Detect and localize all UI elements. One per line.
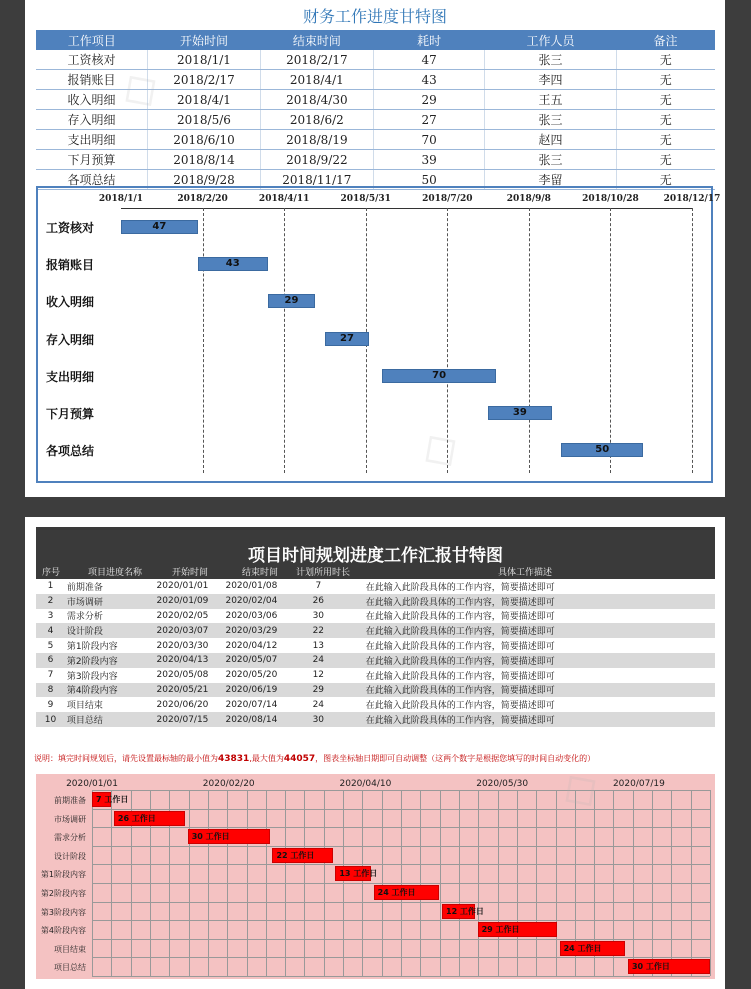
- table-row: [36, 594, 715, 609]
- table-cell: 1: [47, 581, 54, 592]
- gantt-bar: 24 工作日: [560, 941, 626, 956]
- table-row: [36, 668, 715, 683]
- table-cell: 30: [312, 610, 325, 621]
- table-cell: 2020/03/06: [225, 610, 278, 621]
- gantt-bar: 43: [198, 257, 268, 271]
- table-row: [36, 623, 715, 638]
- table-cell: 30: [287, 712, 350, 727]
- gantt-bar: 22 工作日: [272, 848, 332, 863]
- table-cell: 2020/01/08: [225, 581, 278, 592]
- note-prefix: 说明：填完时间规划后，请先设置最标轴的最小值为: [34, 754, 218, 763]
- column-header: 序号: [42, 568, 61, 578]
- table-cell: 13: [312, 640, 325, 651]
- table-row: [36, 90, 715, 110]
- table-cell: 2018/2/17: [260, 50, 373, 70]
- table-cell: 2018/6/10: [148, 130, 261, 150]
- table-row: [36, 712, 715, 727]
- table-cell: 无: [616, 50, 715, 70]
- table-row: [36, 150, 715, 170]
- note-min-value: 43831: [218, 754, 250, 764]
- column-header: 具体工作描述: [498, 568, 553, 578]
- table-cell: 李四: [485, 70, 616, 90]
- table-cell: 在此输入此阶段具体的工作内容，简要描述即可: [365, 582, 555, 593]
- x-tick-label: 2018/10/28: [582, 194, 639, 204]
- sheet1-table: [36, 30, 715, 190]
- y-category-label: 第4阶段内容: [40, 926, 86, 936]
- y-category-label: 前期准备: [54, 796, 86, 805]
- table-cell: 7: [315, 581, 322, 592]
- gantt-bar: 29 工作日: [478, 922, 557, 937]
- gridline: [92, 883, 710, 884]
- table-cell: 29: [373, 90, 485, 110]
- table-cell: 在此输入此阶段具体的工作内容，简要描述即可: [350, 623, 715, 638]
- x-tick-label: 2018/2/20: [177, 194, 228, 204]
- x-tick-label: 2018/4/11: [258, 194, 310, 204]
- y-category-label: 各项总结: [46, 444, 95, 459]
- gantt-bar: 27: [325, 332, 369, 346]
- table-row: [36, 609, 715, 624]
- sheet2-column-headers: [36, 564, 715, 578]
- table-cell: 2020/01/01: [156, 581, 209, 592]
- table-cell: 下月预算: [36, 150, 148, 170]
- gantt-bar: 29: [268, 294, 315, 308]
- gridline: [610, 208, 611, 473]
- gridline: [92, 864, 710, 865]
- table-cell: 2020/07/14: [225, 699, 278, 710]
- table-cell: 2020/05/07: [225, 653, 286, 668]
- x-tick-label: 2020/01/01: [66, 779, 118, 789]
- y-category-label: 市场调研: [54, 814, 86, 824]
- gridline: [529, 208, 530, 473]
- table-cell: 7: [47, 670, 54, 681]
- y-category-label: 存入明细: [46, 332, 95, 347]
- x-tick-label: 2018/7/20: [422, 194, 473, 204]
- table-cell: 2018/4/1: [260, 70, 373, 90]
- table-cell: 2018/9/22: [260, 150, 373, 170]
- table-cell: 2020/08/14: [225, 712, 286, 727]
- table-row: [36, 579, 715, 594]
- table-cell: 工资核对: [36, 50, 148, 70]
- x-tick-label: 2020/05/30: [476, 779, 529, 789]
- gantt-bar: 30 工作日: [628, 959, 710, 974]
- column-header: 结束时间: [260, 30, 373, 50]
- gridline: [92, 920, 710, 921]
- project-gantt-sheet: [25, 517, 725, 989]
- table-cell: 前期准备: [66, 582, 103, 593]
- gantt-bar: 24 工作日: [374, 885, 440, 900]
- table-cell: 项目总结: [65, 712, 157, 727]
- table-cell: 3: [47, 610, 54, 621]
- gridline: [92, 790, 710, 791]
- gantt-bar: 39: [488, 406, 552, 420]
- y-category-label: 项目总结: [54, 963, 86, 973]
- y-category-label: 工资核对: [46, 221, 95, 235]
- table-cell: 在此输入此阶段具体的工作内容，简要描述即可: [350, 653, 715, 668]
- column-header: 备注: [616, 30, 715, 50]
- table-cell: 2020/02/04: [225, 594, 286, 609]
- finance-gantt-sheet: [25, 0, 725, 497]
- table-cell: 在此输入此阶段具体的工作内容，简要描述即可: [365, 671, 555, 682]
- sheet2-title: 项目时间规划进度工作汇报甘特图: [36, 527, 715, 579]
- table-cell: 6: [36, 653, 65, 668]
- table-cell: 2020/04/12: [225, 640, 278, 651]
- table-cell: 支出明细: [36, 130, 148, 150]
- table-cell: 2018/9/28: [148, 170, 261, 190]
- table-cell: 2020/03/30: [156, 640, 209, 651]
- table-cell: 22: [287, 623, 350, 638]
- table-cell: 第4阶段内容: [65, 683, 157, 698]
- x-tick-label: 2020/02/20: [202, 779, 255, 789]
- table-cell: 27: [373, 110, 485, 130]
- gridline: [447, 208, 448, 473]
- table-cell: 赵四: [485, 130, 616, 150]
- table-cell: 2018/4/1: [148, 90, 261, 110]
- y-category-label: 报销账目: [46, 258, 95, 273]
- table-cell: 第1阶段内容: [66, 642, 118, 653]
- axis-setting-note: [34, 753, 595, 764]
- gantt-bar: 30 工作日: [188, 829, 270, 844]
- gridline: [92, 939, 710, 940]
- table-cell: 2020/06/19: [225, 683, 286, 698]
- table-cell: 张三: [485, 110, 616, 130]
- table-cell: 存入明细: [36, 110, 148, 130]
- table-cell: 39: [373, 150, 485, 170]
- column-header: 工作项目: [36, 30, 148, 50]
- table-cell: 收入明细: [36, 90, 148, 110]
- gridline: [92, 902, 710, 903]
- table-cell: 无: [616, 70, 715, 90]
- table-cell: 2020/06/20: [156, 699, 209, 710]
- table-cell: 2020/03/29: [225, 623, 286, 638]
- column-header: 计划所用时长: [296, 568, 351, 578]
- gantt-bar: 12 工作日: [442, 904, 475, 919]
- table-header-row: [36, 30, 715, 50]
- table-cell: 无: [616, 90, 715, 110]
- x-tick-label: 2018/5/31: [340, 194, 391, 204]
- gridline: [92, 827, 710, 828]
- y-category-label: 需求分析: [54, 833, 86, 843]
- sheet2-table: [36, 579, 715, 727]
- gridline: [92, 846, 710, 847]
- table-cell: 10: [36, 712, 65, 727]
- y-category-label: 项目结束: [54, 944, 86, 954]
- x-tick-label: 2018/12/17: [663, 194, 721, 204]
- table-cell: 2018/1/1: [148, 50, 261, 70]
- x-tick-label: 2018/9/8: [506, 194, 551, 204]
- gantt-bar: 47: [121, 220, 198, 234]
- column-header: 开始时间: [172, 568, 209, 578]
- table-cell: 2020/04/13: [157, 653, 226, 668]
- table-cell: 2020/01/09: [157, 594, 226, 609]
- gantt-bar: 70: [382, 369, 496, 383]
- table-cell: 在此输入此阶段具体的工作内容，简要描述即可: [365, 642, 555, 653]
- table-cell: 王五: [485, 90, 616, 110]
- column-header: 项目进度名称: [88, 568, 143, 578]
- table-cell: 张三: [485, 50, 616, 70]
- x-tick-label: 2020/07/19: [612, 779, 665, 789]
- y-category-label: 第2阶段内容: [40, 889, 86, 898]
- gridline: [92, 957, 710, 958]
- sheet1-gantt-chart: [36, 186, 721, 483]
- table-cell: 2020/05/21: [157, 683, 226, 698]
- table-row: [36, 110, 715, 130]
- table-row: [36, 638, 715, 653]
- x-tick-label: 2018/1/1: [98, 194, 144, 204]
- table-cell: 2018/6/2: [260, 110, 373, 130]
- table-cell: 2: [36, 594, 65, 609]
- table-cell: 需求分析: [66, 612, 103, 623]
- column-header: 开始时间: [148, 30, 261, 50]
- table-cell: 张三: [485, 150, 616, 170]
- gantt-bar: 26 工作日: [114, 811, 185, 826]
- table-cell: 43: [373, 70, 485, 90]
- table-cell: 2018/5/6: [148, 110, 261, 130]
- y-category-label: 第1阶段内容: [40, 870, 86, 880]
- sheet2-gantt-chart: [36, 774, 715, 979]
- table-row: [36, 683, 715, 698]
- note-mid: ,最大值为: [249, 754, 284, 763]
- table-cell: 4: [36, 623, 65, 638]
- x-tick-label: 2020/04/10: [339, 779, 392, 789]
- table-row: [36, 70, 715, 90]
- table-cell: 2018/4/30: [260, 90, 373, 110]
- gantt-bar: 50: [561, 443, 643, 457]
- sheet1-title: 财务工作进度甘特图: [302, 7, 447, 26]
- table-cell: 24: [287, 653, 350, 668]
- table-cell: 29: [287, 683, 350, 698]
- table-cell: 70: [373, 130, 485, 150]
- y-category-label: 收入明细: [46, 295, 95, 310]
- table-cell: 12: [312, 670, 325, 681]
- table-cell: 无: [616, 170, 715, 190]
- table-cell: 在此输入此阶段具体的工作内容，简要描述即可: [350, 594, 715, 609]
- table-cell: 无: [616, 150, 715, 170]
- table-cell: 无: [616, 130, 715, 150]
- table-cell: 项目结束: [66, 701, 103, 712]
- column-header: 工作人员: [485, 30, 616, 50]
- table-cell: 47: [373, 50, 485, 70]
- table-cell: 2020/03/07: [157, 623, 226, 638]
- table-cell: 报销账目: [36, 70, 148, 90]
- table-cell: 第3阶段内容: [66, 671, 118, 682]
- y-category-label: 第3阶段内容: [40, 907, 86, 917]
- table-cell: 李留: [485, 170, 616, 190]
- gridline: [92, 809, 710, 810]
- table-cell: 24: [312, 699, 325, 710]
- y-category-label: 设计阶段: [54, 851, 86, 861]
- table-cell: 2020/05/20: [225, 670, 278, 681]
- y-category-label: 支出明细: [46, 369, 95, 384]
- table-cell: 无: [616, 110, 715, 130]
- table-cell: 2020/07/15: [157, 712, 226, 727]
- table-cell: 设计阶段: [65, 623, 157, 638]
- table-cell: 2018/8/14: [148, 150, 261, 170]
- table-cell: 2018/2/17: [148, 70, 261, 90]
- table-cell: 9: [47, 699, 54, 710]
- gridline: [284, 208, 285, 473]
- table-cell: 第2阶段内容: [65, 653, 157, 668]
- gantt-bar: 7 工作日: [92, 792, 111, 807]
- table-cell: 各项总结: [36, 170, 148, 190]
- table-cell: 在此输入此阶段具体的工作内容，简要描述即可: [365, 612, 555, 623]
- table-row: [36, 653, 715, 668]
- gridline: [710, 790, 711, 976]
- table-cell: 2018/8/19: [260, 130, 373, 150]
- table-row: [36, 130, 715, 150]
- note-suffix: ，图表坐标轴日期即可自动调整（这两个数字是根据您填写的时间自动变化的）: [315, 754, 596, 763]
- column-header: 耗时: [373, 30, 485, 50]
- table-cell: 在此输入此阶段具体的工作内容，简要描述即可: [350, 683, 715, 698]
- table-cell: 2020/02/05: [156, 610, 209, 621]
- table-cell: 2018/11/17: [260, 170, 373, 190]
- table-cell: 26: [287, 594, 350, 609]
- table-cell: 市场调研: [65, 594, 157, 609]
- note-max-value: 44057: [283, 754, 316, 764]
- table-row: [36, 697, 715, 712]
- table-cell: 在此输入此阶段具体的工作内容，简要描述即可: [365, 701, 555, 712]
- table-row: [36, 50, 715, 70]
- table-cell: 2020/05/08: [156, 670, 209, 681]
- gridline: [692, 208, 693, 473]
- table-cell: 50: [373, 170, 485, 190]
- table-cell: 5: [47, 640, 54, 651]
- x-axis-line: [121, 208, 692, 209]
- column-header: 结束时间: [242, 568, 279, 578]
- gridline: [203, 208, 204, 473]
- table-cell: 在此输入此阶段具体的工作内容，简要描述即可: [350, 712, 715, 727]
- gantt-bar: 13 工作日: [335, 866, 371, 881]
- y-category-label: 下月预算: [46, 407, 95, 421]
- table-cell: 8: [36, 683, 65, 698]
- gridline: [92, 976, 710, 977]
